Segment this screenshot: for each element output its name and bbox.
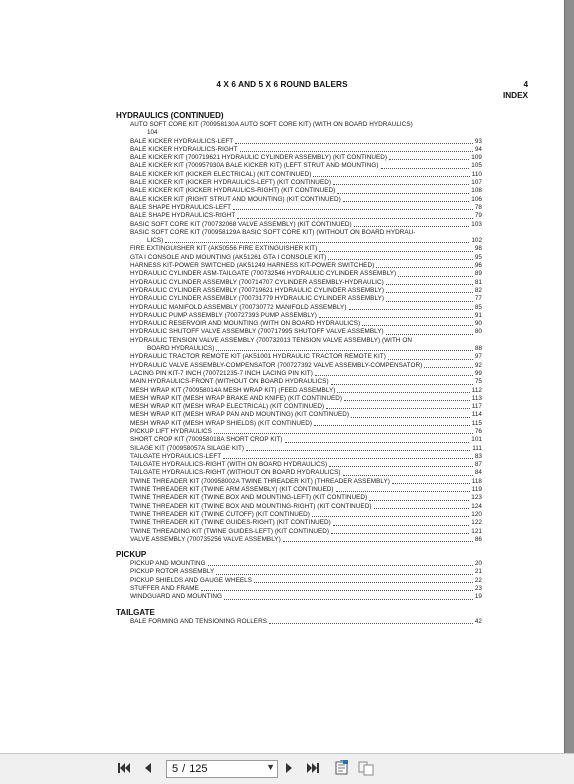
index-entry[interactable] — [116, 585, 482, 593]
entry-page-number: 106 — [471, 195, 482, 203]
entry-title: BALE KICKER KIT (KICKER HYDRAULICS-RIGHT) (KIT CONTINUED) — [130, 187, 336, 195]
entry-page-number: 114 — [471, 411, 482, 419]
dot-leader — [283, 541, 473, 542]
dot-leader — [374, 508, 470, 509]
entry-continuation: BOARD HYDRAULICS) — [147, 345, 215, 353]
entry-page-number: 91 — [474, 311, 482, 319]
index-entry[interactable] — [116, 503, 482, 511]
next-page-button[interactable] — [284, 760, 296, 776]
index-entry[interactable] — [116, 353, 482, 361]
entry-page-number: 80 — [474, 328, 482, 336]
index-entry[interactable] — [116, 577, 482, 585]
index-entry[interactable] — [116, 221, 482, 229]
index-entry[interactable] — [116, 254, 482, 262]
entry-page-number: 113 — [471, 394, 482, 402]
entry-title: BALE SHAPE HYDRAULICS-LEFT — [130, 203, 232, 211]
entry-title: BALE KICKER HYDRAULICS-RIGHT — [130, 145, 238, 153]
entry-page-number: 108 — [471, 187, 482, 195]
index-entry[interactable] — [116, 121, 482, 138]
entry-title: TWINE THREADER KIT (TWINE GUIDES-RIGHT) (KIT CONTINUED) — [130, 519, 331, 527]
dot-leader — [343, 201, 470, 202]
entry-title: HYDRAULIC CYLINDER ASSEMBLY (700719621 HYDRAULIC CYLINDER ASSEMBLY) — [130, 286, 385, 294]
dot-leader — [381, 168, 470, 169]
dot-leader — [214, 433, 473, 434]
dot-leader — [319, 317, 473, 318]
dot-leader — [351, 417, 470, 418]
entry-title: PICKUP LIFT HYDRAULICS — [130, 427, 212, 435]
entry-title: MESH WRAP KIT (MESH WRAP ELECTRICAL) (KIT CONTINUED) — [130, 403, 325, 411]
entry-page-number: 122 — [471, 519, 482, 527]
entry-title: BALE KICKER KIT (KICKER ELECTRICAL) (KIT CONTINUED) — [130, 170, 312, 178]
entry-title: BASIC SOFT CORE KIT (700958129A BASIC SOFT CORE KIT) (WITHOUT ON BOARD HYDRAU- — [130, 228, 416, 236]
index-entry[interactable] — [116, 469, 482, 477]
two-page-view-icon — [358, 760, 376, 776]
dot-leader — [344, 400, 470, 401]
dot-leader — [333, 525, 469, 526]
index-entry[interactable] — [116, 154, 482, 162]
dot-leader — [386, 301, 473, 302]
index-entry[interactable] — [116, 204, 482, 212]
index-entry[interactable] — [116, 536, 482, 544]
entry-title: TWINE THREADING KIT (TWINE GUIDES-LEFT) (KIT CONTINUED) — [130, 527, 330, 535]
entry-page-number: 98 — [474, 245, 482, 253]
entry-page-number: 86 — [474, 535, 482, 543]
dot-leader — [333, 184, 469, 185]
entry-page-number: 76 — [474, 427, 482, 435]
dot-leader — [337, 392, 469, 393]
last-page-icon — [306, 761, 320, 775]
entry-page-number: 82 — [474, 286, 482, 294]
entry-page-number: 85 — [474, 303, 482, 311]
fit-page-icon — [334, 760, 350, 776]
index-entry[interactable] — [116, 362, 482, 370]
index-entry[interactable] — [116, 568, 482, 576]
index-entry[interactable] — [116, 245, 482, 253]
entry-page-number: 124 — [471, 502, 482, 510]
dot-leader — [224, 599, 473, 600]
entry-page-number: 93 — [474, 137, 482, 145]
dot-leader — [331, 384, 473, 385]
entry-page-number: 102 — [471, 237, 482, 245]
entry-page-number: 92 — [474, 361, 482, 369]
entry-title: MESH WRAP KIT (MESH WRAP BRAKE AND KNIFE) (KIT CONTINUED) — [130, 394, 343, 402]
dot-leader — [354, 226, 470, 227]
entry-title: AUTO SOFT CORE KIT (700958130A AUTO SOFT CORE KIT) (WITH ON BOARD HYDRAULICS) — [130, 121, 413, 128]
entry-page-number: 96 — [474, 262, 482, 270]
section-heading: HYDRAULICS (CONTINUED) — [116, 111, 224, 120]
entry-title: BALE KICKER HYDRAULICS-LEFT — [130, 137, 234, 145]
entry-title: TWINE THREADER KIT (TWINE ARM ASSEMBLY) (KIT CONTINUED) — [130, 486, 334, 494]
dot-leader — [388, 359, 473, 360]
index-entry[interactable] — [116, 320, 482, 328]
dot-leader — [313, 176, 469, 177]
dot-leader — [386, 292, 473, 293]
index-entry[interactable] — [116, 428, 482, 436]
index-entry[interactable] — [116, 387, 482, 395]
total-pages: 125 — [189, 763, 208, 775]
entry-page-number: 112 — [471, 386, 482, 394]
entry-page-number: 111 — [472, 444, 482, 452]
entry-title: MESH WRAP KIT (MESH WRAP PAN AND MOUNTING) (KIT CONTINUED) — [130, 411, 350, 419]
entry-title: HYDRAULIC CYLINDER ASSEMBLY (700731779 HYDRAULIC CYLINDER ASSEMBLY) — [130, 295, 385, 303]
entry-title: BALE KICKER KIT (KICKER HYDRAULICS-LEFT) (KIT CONTINUED) — [130, 179, 332, 187]
entry-page-number: 84 — [474, 469, 482, 477]
document-title: 4 X 6 AND 5 X 6 ROUND BALERS — [216, 80, 348, 89]
dot-leader — [315, 375, 473, 376]
entry-page-number: 75 — [474, 378, 482, 386]
previous-page-button[interactable] — [141, 760, 153, 776]
page-label: INDEX — [502, 91, 528, 100]
page-number: 4 — [523, 80, 528, 89]
entry-title: SILAGE KIT (700958057A SILAGE KIT) — [130, 444, 245, 452]
entry-title: HYDRAULIC PUMP ASSEMBLY (700727393 PUMP ASSEMBLY) — [130, 311, 317, 319]
index-entry[interactable] — [116, 295, 482, 303]
dot-leader — [240, 151, 473, 152]
index-entry[interactable] — [116, 196, 482, 204]
entry-title: HYDRAULIC RESERVOIR AND MOUNTING (WITH ON BOARD HYDRAULICS) — [130, 320, 361, 328]
dot-leader — [233, 209, 473, 210]
entry-page-number: 78 — [474, 203, 482, 211]
index-entry[interactable] — [116, 420, 482, 428]
entry-page-number: 89 — [474, 270, 482, 278]
entry-title: PICKUP AND MOUNTING — [130, 560, 206, 568]
index-entry[interactable] — [116, 138, 482, 146]
entry-title: PICKUP ROTOR ASSEMBLY — [130, 568, 215, 576]
dot-leader — [314, 425, 470, 426]
index-entry[interactable] — [116, 212, 482, 220]
entry-page-number: 88 — [474, 345, 482, 353]
dot-leader — [312, 516, 469, 517]
index-entry[interactable] — [116, 593, 482, 601]
dot-leader — [362, 325, 473, 326]
index-entry[interactable] — [116, 304, 482, 312]
index-entry[interactable] — [116, 270, 482, 278]
index-entry[interactable] — [116, 179, 482, 187]
dot-leader — [216, 574, 473, 575]
entry-page-number: 99 — [474, 369, 482, 377]
dot-leader — [424, 367, 473, 368]
index-entry[interactable] — [116, 403, 482, 411]
entry-page-number: 115 — [471, 419, 482, 427]
entry-title: BASIC SOFT CORE KIT (700732068 VALVE ASSEMBLY) (KIT CONTINUED) — [130, 220, 352, 228]
index-entry[interactable] — [116, 187, 482, 195]
entry-title: TWINE THREADER KIT (TWINE BOX AND MOUNTING-LEFT) (KIT CONTINUED) — [130, 494, 368, 502]
entry-title: LACING PIN KIT-7 INCH (700721235-7 INCH LACING PIN KIT) — [130, 369, 313, 377]
index-entry[interactable] — [116, 560, 482, 568]
page-separator: / — [182, 763, 186, 775]
dot-leader — [398, 276, 473, 277]
index-entry[interactable] — [116, 146, 482, 154]
first-page-button[interactable] — [117, 760, 131, 776]
last-page-button[interactable] — [306, 760, 320, 776]
entry-title: HYDRAULIC VALVE ASSEMBLY-COMPENSATOR (700727392 VALVE ASSEMBLY-COMPENSATOR) — [130, 361, 423, 369]
entry-title: TWINE THREADER KIT (TWINE BOX AND MOUNTING-RIGHT) (KIT CONTINUED) — [130, 502, 372, 510]
entry-title: BALE KICKER KIT (RIGHT STRUT AND MOUNTING) (KIT CONTINUED) — [130, 195, 341, 203]
entry-page-number: 95 — [474, 253, 482, 261]
dot-leader — [376, 267, 473, 268]
index-entry[interactable] — [116, 287, 482, 295]
index-entry[interactable] — [116, 445, 482, 453]
entry-page-number: 118 — [471, 477, 482, 485]
index-entry[interactable] — [116, 478, 482, 486]
section-heading: TAILGATE — [116, 607, 155, 617]
dot-leader — [165, 242, 469, 243]
entry-title: FIRE EXTINGUISHER KIT (AK50556 FIRE EXTINGUISHER KIT) — [130, 245, 318, 253]
entry-page-number: 101 — [471, 436, 482, 444]
entry-title: TWINE THREADER KIT (TWINE CUTOFF) (KIT CONTINUED) — [130, 510, 310, 518]
dot-leader — [369, 500, 469, 501]
dot-leader — [349, 309, 473, 310]
entry-title: HYDRAULIC TENSION VALVE ASSEMBLY (700732013 TENSION VALVE ASSEMBLY) (WITH ON — [130, 336, 412, 344]
previous-page-icon — [142, 761, 152, 775]
dot-leader — [328, 259, 473, 260]
first-page-icon — [117, 761, 131, 775]
index-entry[interactable] — [116, 337, 482, 354]
index-entry[interactable] — [116, 279, 482, 287]
entry-title: HYDRAULIC CYLINDER ASM-TAILGATE (700732546 HYDRAULIC CYLINDER ASSEMBLY) — [130, 270, 397, 278]
index-entry[interactable] — [116, 511, 482, 519]
dot-leader — [392, 483, 470, 484]
index-content — [116, 111, 482, 626]
index-entry[interactable] — [116, 162, 482, 170]
entry-page-number: 77 — [474, 295, 482, 303]
entry-title: HYDRAULIC MANIFOLD ASSEMBLY (700730772 MANIFOLD ASSEMBLY) — [130, 303, 347, 311]
entry-title: MESH WRAP KIT (700958014A MESH WRAP KIT) (FEED ASSEMBLY) — [130, 386, 336, 394]
entry-continuation: 104 — [147, 129, 158, 137]
index-entry[interactable] — [116, 486, 482, 494]
dot-leader — [329, 466, 473, 467]
index-entry[interactable] — [116, 411, 482, 419]
index-entry[interactable] — [116, 378, 482, 386]
fit-page-button[interactable] — [334, 760, 350, 776]
index-entry[interactable] — [116, 312, 482, 320]
section-heading: PICKUP — [116, 550, 147, 560]
entry-page-number: 97 — [474, 353, 482, 361]
entry-title: HARNESS KIT-POWER SWITCHED (AK51249 HARNESS KIT-POWER SWITCHED) — [130, 262, 375, 270]
entry-page-number: 90 — [474, 320, 482, 328]
dot-leader — [389, 159, 469, 160]
entry-title: BALE KICKER KIT (700957930A BALE KICKER KIT) (LEFT STRUT AND MOUNTING) — [130, 162, 379, 170]
dot-leader — [254, 582, 473, 583]
entry-page-number: 110 — [471, 170, 482, 178]
entry-page-number: 94 — [474, 145, 482, 153]
entry-title: TAILGATE HYDRAULICS-RIGHT (WITH ON BOARD HYDRAULICS) — [130, 461, 328, 469]
entry-page-number: 121 — [471, 527, 482, 535]
dot-leader — [201, 590, 473, 591]
entry-page-number: 83 — [474, 452, 482, 460]
index-entry[interactable] — [116, 370, 482, 378]
dot-leader — [235, 143, 473, 144]
entry-title: HYDRAULIC SHUTOFF VALVE ASSEMBLY (700717995 SHUTOFF VALVE ASSEMBLY) — [130, 328, 384, 336]
dot-leader — [208, 565, 473, 566]
dot-leader — [336, 491, 470, 492]
entry-page-number: 23 — [474, 585, 482, 593]
entry-title: WINDGUARD AND MOUNTING — [130, 593, 223, 601]
dot-leader — [331, 533, 469, 534]
entry-title: HYDRAULIC TRACTOR REMOTE KIT (AK51001 HYDRAULIC TRACTOR REMOTE KIT) — [130, 353, 386, 361]
index-entry[interactable] — [116, 461, 482, 469]
dot-leader — [319, 251, 473, 252]
dot-leader — [216, 350, 473, 351]
index-entry[interactable] — [116, 328, 482, 336]
entry-title: GTA I CONSOLE AND MOUNTING (AK51261 GTA I CONSOLE KIT) — [130, 253, 327, 261]
entry-page-number: 117 — [471, 403, 482, 411]
entry-page-number: 119 — [471, 486, 482, 494]
index-entry[interactable] — [116, 171, 482, 179]
entry-page-number: 21 — [474, 568, 482, 576]
dot-leader — [337, 193, 469, 194]
dot-leader — [326, 408, 470, 409]
entry-title: STUFFER AND FRAME — [130, 585, 199, 593]
entry-page-number: 107 — [471, 179, 482, 187]
next-page-icon — [285, 761, 295, 775]
index-entry[interactable] — [116, 519, 482, 527]
dot-leader — [223, 458, 473, 459]
index-entry[interactable] — [116, 618, 482, 626]
entry-page-number: 79 — [474, 212, 482, 220]
page-selector[interactable] — [166, 760, 278, 778]
index-entry[interactable] — [116, 229, 482, 246]
entry-title: TAILGATE HYDRAULICS-RIGHT (WITHOUT ON BOARD HYDRAULICS) — [130, 469, 341, 477]
chevron-down-icon[interactable]: ▼ — [266, 762, 275, 772]
entry-page-number: 19 — [474, 593, 482, 601]
index-entry[interactable] — [116, 528, 482, 536]
pdf-viewer-toolbar — [0, 753, 574, 784]
entry-title: PICKUP SHIELDS AND GAUGE WHEELS — [130, 576, 252, 584]
entry-page-number: 103 — [471, 220, 482, 228]
dot-leader — [246, 450, 470, 451]
index-entry[interactable] — [116, 395, 482, 403]
two-page-view-button[interactable] — [358, 760, 376, 776]
entry-title: TWINE THREADER KIT (700958002A TWINE THREADER KIT) (THREADER ASSEMBLY) — [130, 477, 390, 485]
dot-leader — [386, 284, 473, 285]
entry-page-number: 81 — [474, 278, 482, 286]
entry-title: BALE SHAPE HYDRAULICS-RIGHT — [130, 212, 236, 220]
entry-page-number: 123 — [471, 494, 482, 502]
index-entry[interactable] — [116, 436, 482, 444]
entry-page-number: 109 — [471, 154, 482, 162]
entry-title: HYDRAULIC CYLINDER ASSEMBLY (700714707 CYLINDER ASSEMBLY-HYDRAULIC) — [130, 278, 384, 286]
dot-leader — [237, 218, 473, 219]
entry-page-number: 120 — [471, 510, 482, 518]
index-entry[interactable] — [116, 453, 482, 461]
current-page: 5 — [172, 763, 179, 775]
entry-page-number: 22 — [474, 576, 482, 584]
entry-page-number: 20 — [474, 560, 482, 568]
entry-title: BALE KICKER KIT (700719621 HYDRAULIC CYLINDER ASSEMBLY) (KIT CONTINUED) — [130, 154, 388, 162]
entry-title: MAIN HYDRAULICS-FRONT (WITHOUT ON BOARD HYDRAULICS) — [130, 378, 329, 386]
entry-title: BALE FORMING AND TENSIONING ROLLERS — [130, 617, 267, 625]
dot-leader — [269, 623, 473, 624]
entry-page-number: 42 — [474, 617, 482, 625]
dot-leader — [343, 475, 473, 476]
entry-title: TAILGATE HYDRAULICS-LEFT — [130, 452, 222, 460]
entry-continuation: LICS) — [147, 237, 164, 245]
index-entry[interactable] — [116, 494, 482, 502]
index-entry[interactable] — [116, 262, 482, 270]
entry-page-number: 87 — [474, 461, 482, 469]
dot-leader — [386, 334, 473, 335]
dot-leader — [285, 442, 470, 443]
entry-title: VALVE ASSEMBLY (700735256 VALVE ASSEMBLY) — [130, 535, 281, 543]
entry-title: SHORT CROP KIT (700958018A SHORT CROP KIT) — [130, 436, 283, 444]
entry-page-number: 105 — [471, 162, 482, 170]
entry-title: MESH WRAP KIT (MESH WRAP SHIELDS) (KIT CONTINUED) — [130, 419, 313, 427]
